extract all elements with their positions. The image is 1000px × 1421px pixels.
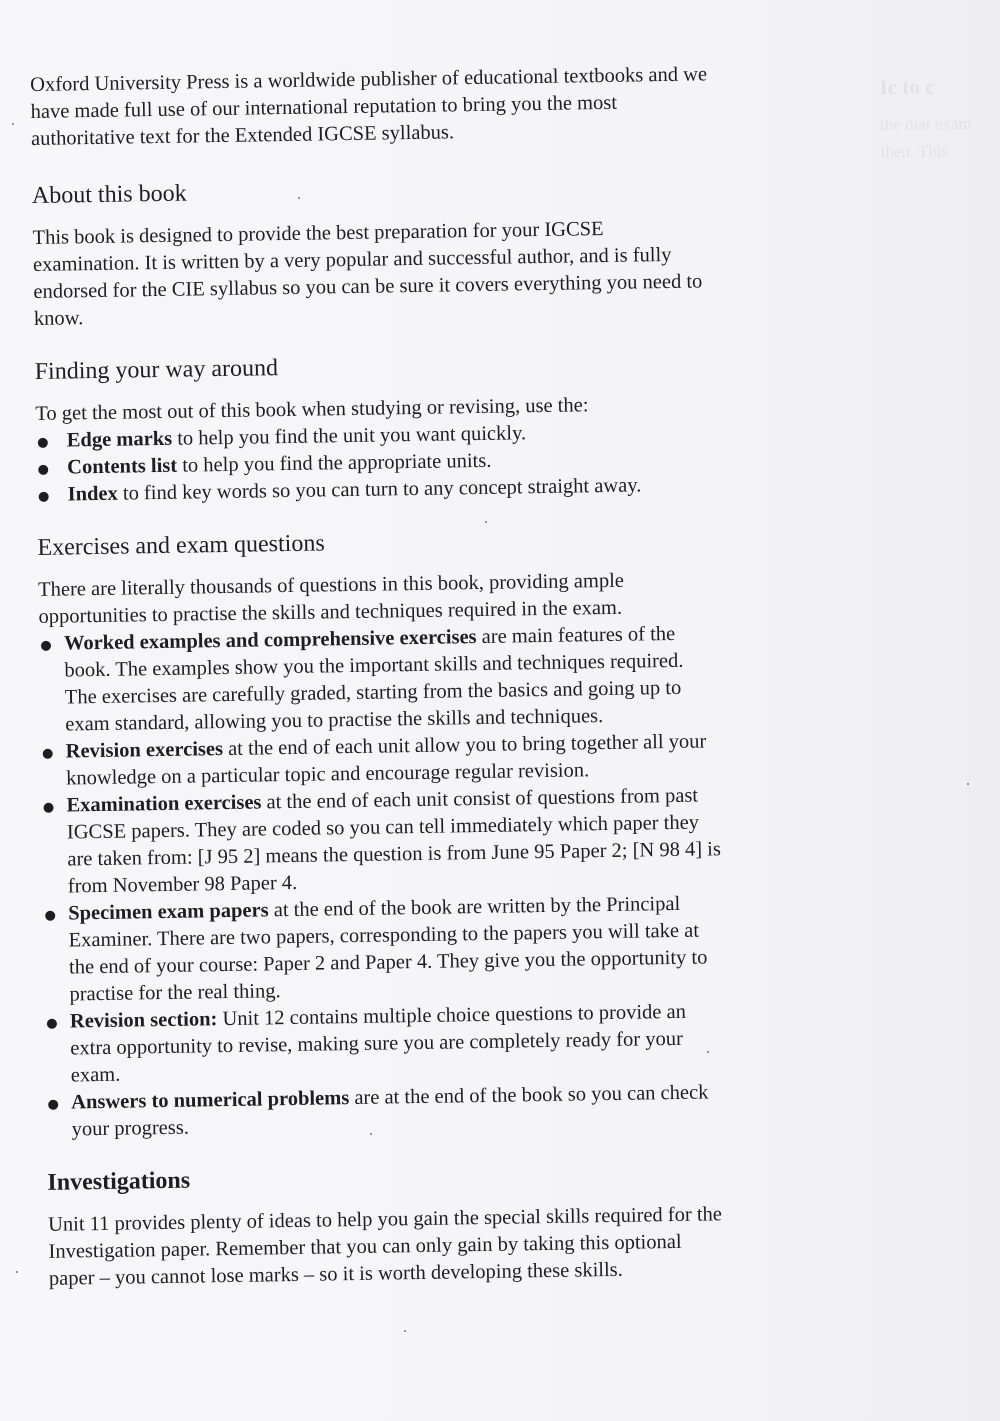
section-finding bbox=[34, 346, 716, 509]
section-investigations bbox=[47, 1157, 729, 1293]
exercises-lead: There are literally thousands of questions in this book, providing ample opportunities to practise the skills and techniques required in the exam. bbox=[37, 569, 625, 628]
dust-speck bbox=[298, 197, 300, 199]
dust-speck bbox=[404, 1330, 406, 1332]
item-term: Revision exercises bbox=[65, 738, 224, 763]
item-text: at the end of the book are written by the Principal Examiner. There are two papers, corresponding to the papers you will take at the end of your course: Paper 2 and Paper 4. They give you the opportunity to practise for the real thing. bbox=[68, 892, 708, 1006]
item-text: to help you find the appropriate units. bbox=[176, 449, 492, 477]
list-item bbox=[43, 890, 725, 1009]
investigations-heading: Investigations bbox=[47, 1167, 191, 1196]
item-text: are at the end of the book so you can check your progress. bbox=[71, 1081, 709, 1141]
exercises-list bbox=[39, 620, 727, 1144]
dust-speck bbox=[485, 521, 487, 523]
finding-lead: To get the most out of this book when studying or revising, use the: bbox=[35, 394, 589, 425]
list-item bbox=[41, 782, 723, 901]
exercises-heading: Exercises and exam questions bbox=[37, 530, 325, 561]
section-about bbox=[32, 170, 714, 333]
list-item bbox=[46, 1079, 727, 1144]
intro-paragraph: Oxford University Press is a worldwide publisher of educational textbooks and we have made full use of our international reputation to bring you the most authoritative text for the Extended IGCSE syllabus. bbox=[30, 63, 708, 150]
dust-speck bbox=[12, 123, 14, 125]
item-term: Examination exercises bbox=[66, 791, 262, 817]
item-term: Answers to numerical problems bbox=[71, 1087, 350, 1114]
item-term: Worked examples and comprehensive exercises bbox=[63, 626, 477, 655]
list-item bbox=[39, 620, 721, 739]
item-text: to find key words so you can turn to any concept straight away. bbox=[117, 474, 642, 505]
item-text: to help you find the unit you want quickly. bbox=[171, 422, 527, 450]
item-text: are main features of the book. The examples show you the important skills and techniques required. The exercises are carefully graded, starting from the basics and going up to exam standard, allowing you to practise the skills and techniques. bbox=[64, 622, 684, 736]
about-body: This book is designed to provide the best preparation for your IGCSE examination. It is written by a very popular and successful author, and is fully endorsed for the CIE syllabus so you can be sure it covers everything you need to know. bbox=[32, 218, 703, 330]
item-term: Specimen exam papers bbox=[68, 899, 269, 925]
show-through-text: Ic to c the diat exam then. This bbox=[879, 74, 972, 162]
item-text: at the end of each unit consist of questions from past IGCSE papers. They are coded so you can tell immediately which paper they are taken from: [J 95 2] means the question is from June 95 Paper 2; [N 98 4] is from November 98 Paper 4. bbox=[66, 784, 722, 898]
dust-speck bbox=[16, 1271, 18, 1273]
item-text: Unit 12 contains multiple choice questions to provide an extra opportunity to revise, making sure you are completely ready for your exam. bbox=[70, 1000, 687, 1087]
item-term: Index bbox=[67, 482, 118, 506]
dust-speck bbox=[370, 1133, 372, 1135]
section-exercises bbox=[37, 522, 727, 1144]
investigations-body: Unit 11 provides plenty of ideas to help you gain the special skills required for the Investigation paper. Remember that you can only gain by taking this optional paper – you cannot lose marks – so it is worth developing these skills. bbox=[47, 1203, 723, 1290]
finding-heading: Finding your way around bbox=[34, 355, 279, 385]
item-term: Edge marks bbox=[66, 427, 173, 452]
item-term: Contents list bbox=[67, 454, 178, 479]
dust-speck bbox=[707, 1051, 709, 1053]
item-text: at the end of each unit allow you to bring together all your knowledge on a particular topic and encourage regular revision. bbox=[65, 730, 707, 790]
finding-list bbox=[36, 417, 717, 509]
page-content bbox=[30, 61, 729, 1317]
list-item bbox=[45, 998, 726, 1090]
about-heading: About this book bbox=[31, 180, 187, 209]
item-term: Revision section: bbox=[69, 1008, 218, 1033]
dust-speck bbox=[967, 783, 969, 785]
